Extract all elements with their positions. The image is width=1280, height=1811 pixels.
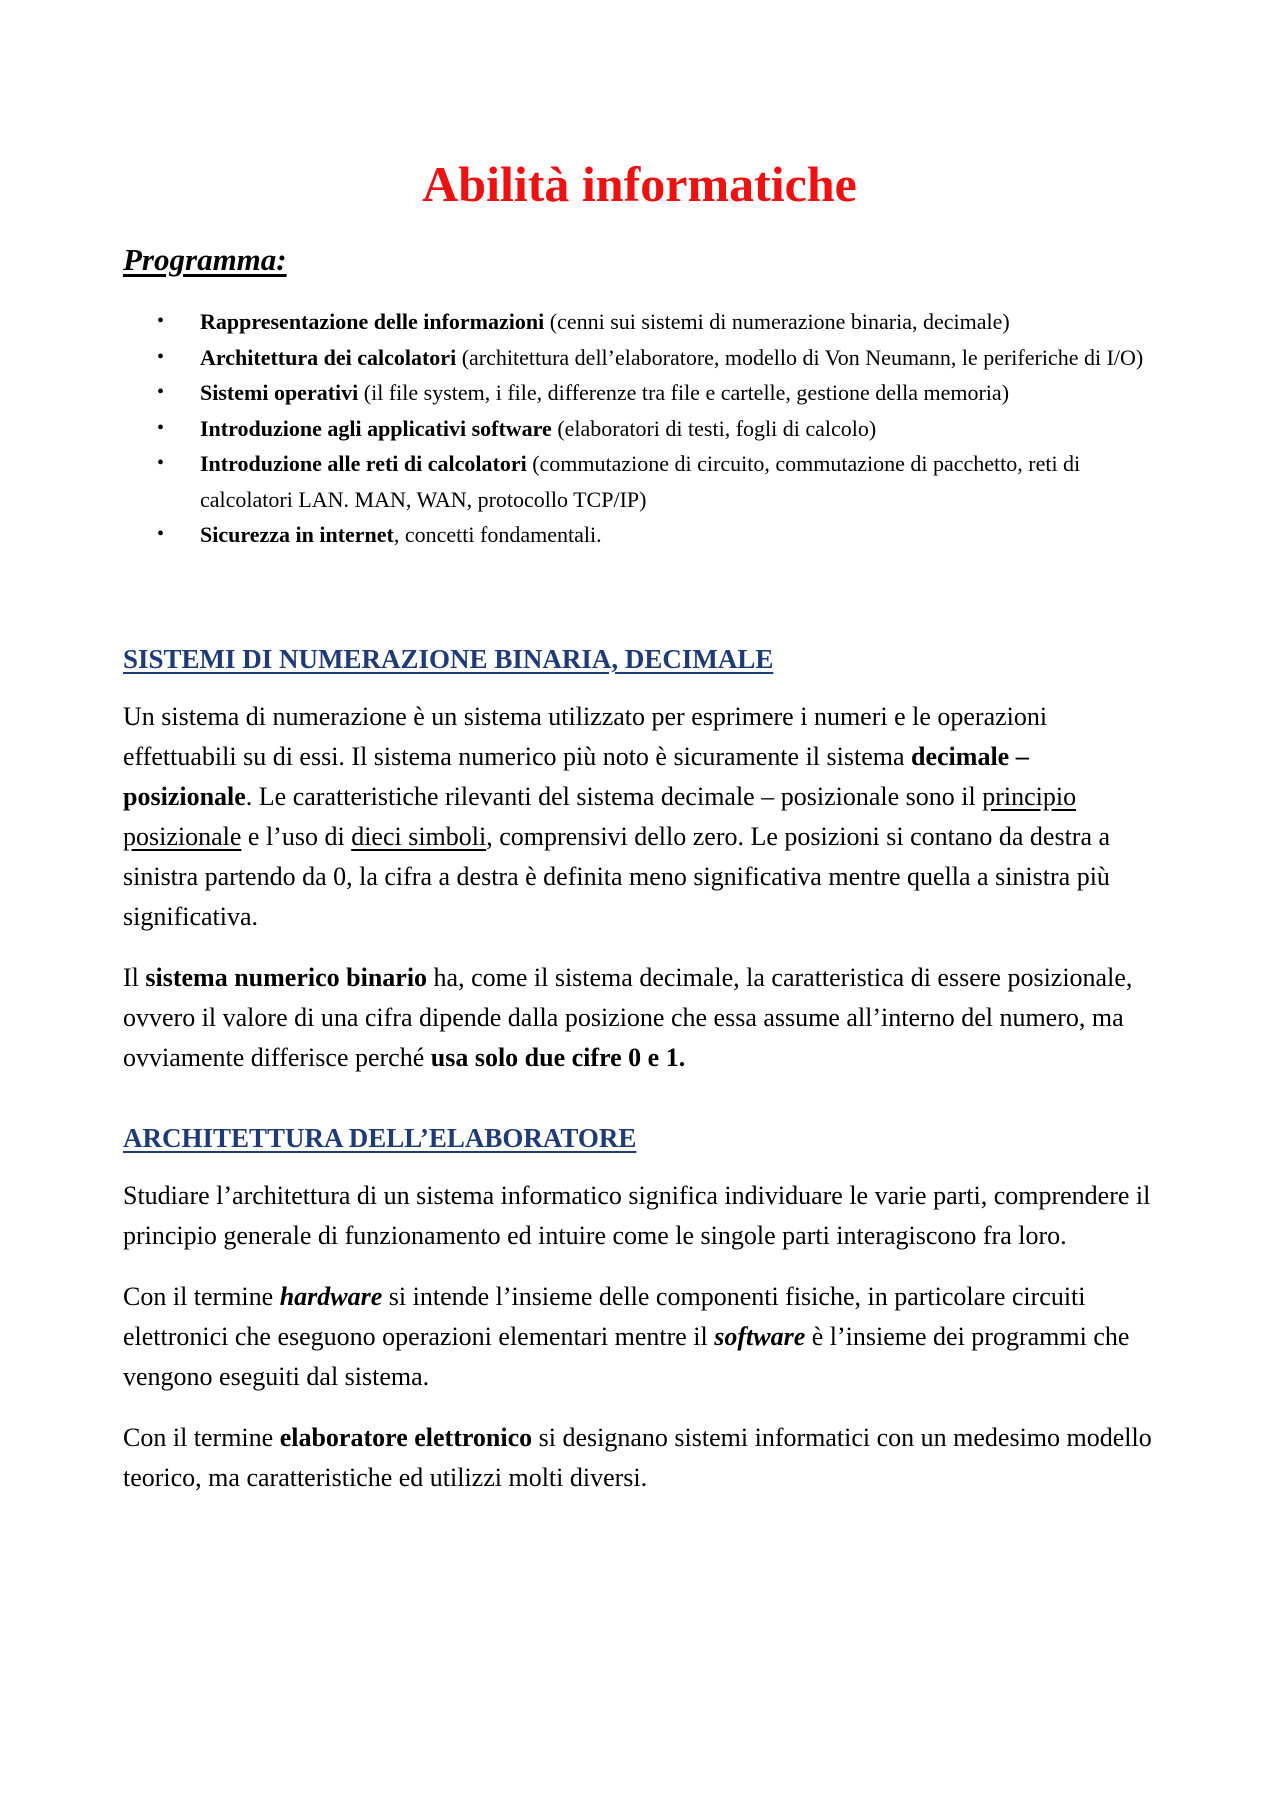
paragraph-architettura: Studiare l’architettura di un sistema informatico significa individuare le varie parti, comprendere il principio generale di funzionamento ed intuire come le singole parti interagiscono fra loro.	[123, 1180, 1151, 1250]
document-title: Abilità informatiche	[422, 156, 857, 212]
list-item: • Introduzione agli applicativi software (elaboratori di testi, fogli di calcolo)	[200, 411, 1156, 447]
section-heading-architettura: ARCHITETTURA DELL’ELABORATORE	[123, 1122, 637, 1153]
bullet-icon: •	[157, 345, 165, 368]
program-heading: Programma:	[123, 242, 287, 277]
list-item: • Sicurezza in internet, concetti fondamentali.	[200, 517, 1156, 553]
paragraph-hardware-software: Con il termine hardware si intende l’insieme delle componenti fisiche, in particolare circuiti elettronici che eseguono operazioni elementari mentre il software è l’insieme dei programmi che vengono eseguiti dal sistema.	[123, 1281, 1130, 1391]
list-item: • Introduzione alle reti di calcolatori (commutazione di circuito, commutazione di pacchetto, reti di calcolatori LAN. MAN, WAN, protocollo TCP/IP)	[200, 446, 1156, 517]
bullet-icon: •	[157, 381, 165, 403]
program-list	[123, 304, 1156, 553]
paragraph-elaboratore-elettronico: Con il termine elaboratore elettronico si designano sistemi informatici con un medesimo modello teorico, ma caratteristiche ed utilizzi molti diversi.	[123, 1422, 1152, 1492]
bullet-icon: •	[157, 310, 165, 332]
list-item: • Architettura dei calcolatori (architettura dell’elaboratore, modello di Von Neumann, le periferiche di I/O)	[200, 340, 1156, 376]
bullet-icon: •	[157, 523, 165, 545]
list-item: • Sistemi operativi (il file system, i file, differenze tra file e cartelle, gestione della memoria)	[200, 375, 1156, 411]
section-heading-numerazione: SISTEMI DI NUMERAZIONE BINARIA, DECIMALE	[123, 643, 774, 674]
list-item: • Rappresentazione delle informazioni (cenni sui sistemi di numerazione binaria, decimale)	[200, 304, 1156, 340]
paragraph-sistema-binario: Il sistema numerico binario ha, come il sistema decimale, la caratteristica di essere posizionale, ovvero il valore di una cifra dipende dalla posizione che essa assume all’interno del numero, ma ovviamente differisce perché usa solo due cifre 0 e 1.	[123, 962, 1133, 1072]
bullet-icon: •	[157, 416, 165, 439]
paragraph-sistema-decimale: Un sistema di numerazione è un sistema utilizzato per esprimere i numeri e le operazioni effettuabili su di essi. Il sistema numerico più noto è sicuramente il sistema decimale – posizionale. Le caratteristiche rilevanti del sistema decimale – posizionale sono il principio posizionale e l’uso di dieci simboli, comprensivi dello zero. Le posizioni si contano da destra a sinistra partendo da 0, la cifra a destra è definita meno significativa mentre quella a sinistra più significativa.	[123, 701, 1111, 931]
bullet-icon: •	[157, 452, 165, 474]
